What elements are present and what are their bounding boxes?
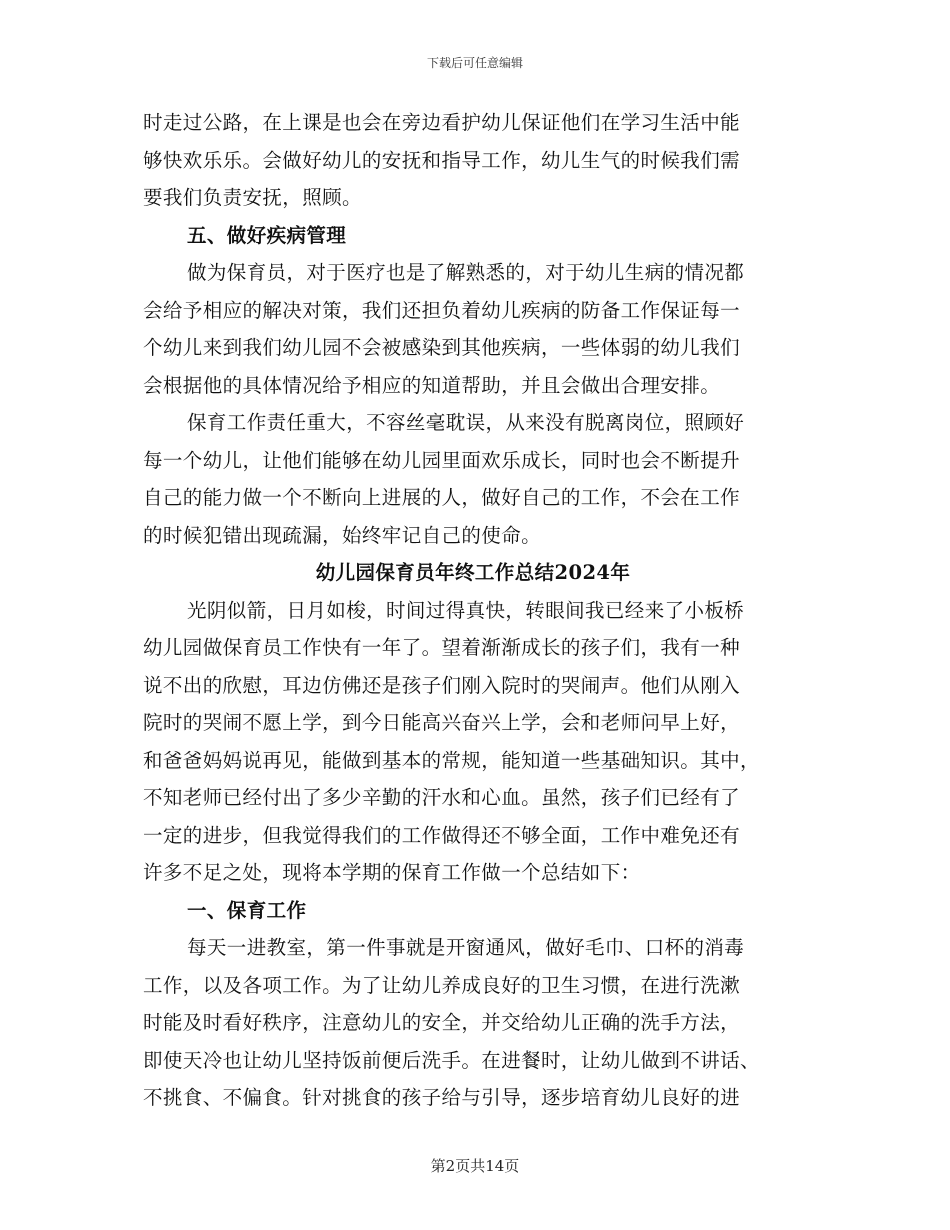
page-footer: 第2页共14页 xyxy=(430,1157,520,1175)
paragraph-line: 许多不足之处，现将本学期的保育工作做一个总结如下： xyxy=(143,861,641,884)
section-heading: 一、保育工作 xyxy=(187,898,307,922)
paragraph-line: 说不出的欣慰，耳边仿佛还是孩子们刚入院时的哭闹声。他们从刚入 xyxy=(143,673,741,697)
paragraph-line: 即使天冷也让幼儿坚持饭前便后洗手。在进餐时，让幼儿做到不讲话、 xyxy=(143,1048,760,1072)
paragraph-line: 会根据他的具体情况给予相应的知道帮助，并且会做出合理安排。 xyxy=(143,373,721,397)
paragraph-line: 不知老师已经付出了多少辛勤的汗水和心血。虽然，孩子们已经有了 xyxy=(143,786,741,809)
paragraph-line: 和爸爸妈妈说再见，能做到基本的常规，能知道一些基础知识。其中， xyxy=(143,748,760,772)
paragraph-line: 会给予相应的解决对策，我们还担负着幼儿疾病的防备工作保证每一 xyxy=(143,298,741,322)
paragraph-line: 幼儿园做保育员工作快有一年了。望着渐渐成长的孩子们，我有一种 xyxy=(143,636,741,659)
section-heading: 五、做好疾病管理 xyxy=(187,223,347,247)
paragraph-line: 自己的能力做一个不断向上进展的人，做好自己的工作，不会在工作 xyxy=(143,486,741,509)
paragraph-line: 时走过公路，在上课是也会在旁边看护幼儿保证他们在学习生活中能 xyxy=(143,111,741,134)
paragraph-line: 保育工作责任重大，不容丝毫耽误，从来没有脱离岗位，照顾好 xyxy=(187,411,745,434)
paragraph-line: 每天一进教室，第一件事就是开窗通风，做好毛巾、口杯的消毒 xyxy=(187,936,745,959)
paragraph-line: 一定的进步，但我觉得我们的工作做得还不够全面，工作中难免还有 xyxy=(143,823,741,847)
paragraph-line: 时能及时看好秩序，注意幼儿的安全，并交给幼儿正确的洗手方法， xyxy=(143,1011,741,1034)
page-header: 下载后可任意编辑 xyxy=(426,56,523,70)
paragraph-line: 要我们负责安抚，照顾。 xyxy=(143,186,362,209)
section-heading: 幼儿园保育员年终工作总结2024年 xyxy=(315,561,631,584)
paragraph-line: 够快欢乐乐。会做好幼儿的安抚和指导工作，幼儿生气的时候我们需 xyxy=(143,148,741,172)
paragraph-line: 光阴似箭，日月如梭，时间过得真快，转眼间我已经来了小板桥 xyxy=(187,598,745,622)
document-body xyxy=(143,104,803,1117)
paragraph-line: 的时候犯错出现疏漏，始终牢记自己的使命。 xyxy=(143,523,542,547)
paragraph-line: 工作，以及各项工作。为了让幼儿养成良好的卫生习惯，在进行洗漱 xyxy=(143,973,741,997)
paragraph-line: 院时的哭闹不愿上学，到今日能高兴奋兴上学，会和老师问早上好， xyxy=(143,711,741,734)
paragraph-line: 个幼儿来到我们幼儿园不会被感染到其他疾病，一些体弱的幼儿我们 xyxy=(143,336,741,359)
paragraph-line: 做为保育员，对于医疗也是了解熟悉的，对于幼儿生病的情况都 xyxy=(187,261,745,284)
paragraph-line: 每一个幼儿，让他们能够在幼儿园里面欢乐成长，同时也会不断提升 xyxy=(143,448,741,472)
paragraph-line: 不挑食、不偏食。针对挑食的孩子给与引导，逐步培育幼儿良好的进 xyxy=(143,1086,741,1109)
